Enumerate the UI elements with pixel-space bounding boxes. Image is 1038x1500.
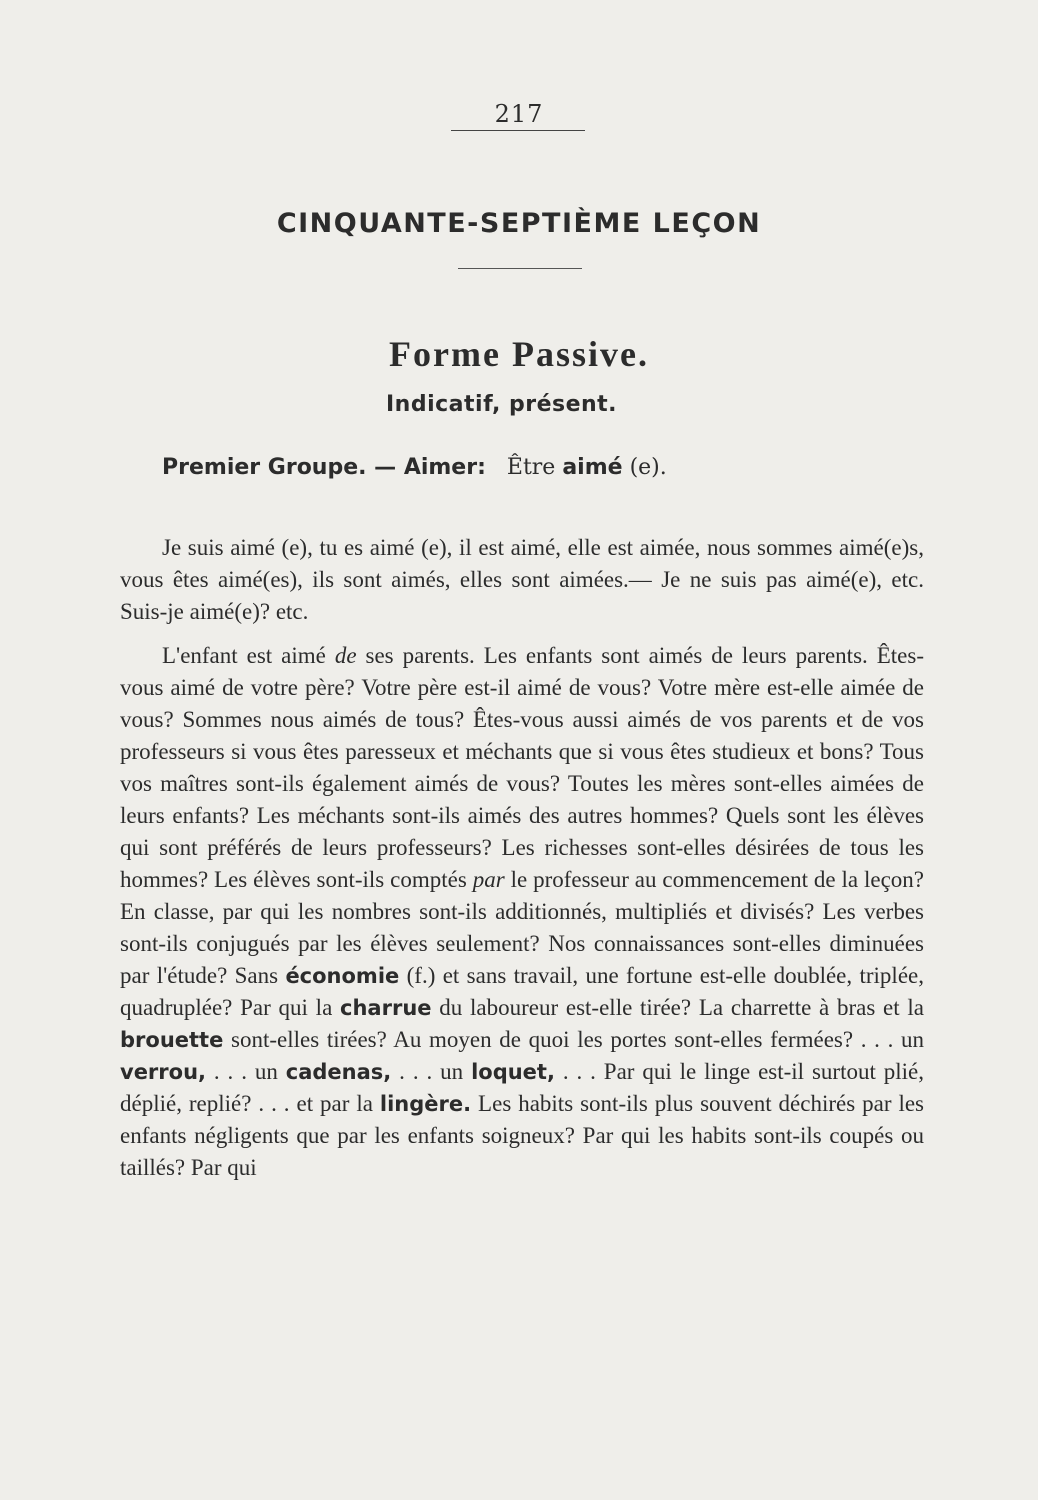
page-number: 217 [494, 100, 544, 128]
group-label: Premier Groupe. — Aimer: [162, 455, 486, 480]
exercise-paragraph: L'enfant est aimé de ses parents. Les enfants sont aimés de leurs parents. Êtes-vous aimé de votre père? Votre père est-il aimé de vous? Votre mère est-elle aimée de vous? Sommes nous aimés de tous? Êtes-vous aussi aimés de vos parents et de vos professeurs si vous êtes paresseux et méchants que si vous êtes studieux et bons? Tous vos maîtres sont-ils également aimés de vous? Toutes les mères sont-elles aimées de leurs enfants? Les méchants sont-ils aimés des autres hommes? Quels sont les élèves qui sont préférés de leurs professeurs? Les richesses sont-elles désirées de tous les hommes? Les élèves sont-ils comptés par le professeur au commencement de la leçon? En classe, par qui les nombres sont-ils additionnés, multipliés et divisés? Les verbes sont-ils conjugués par les élèves seulement? Nos connaissances sont-elles diminuées par l'étude? Sans économie (f.) et sans travail, une fortune est-elle doublée, triplée, quadruplée? Par qui la charrue du laboureur est-elle tirée? La charrette à bras et la brouette sont-elles tirées? Au moyen de quoi les portes sont-elles fermées? . . . un verrou, . . . un cadenas, . . . un loquet, . . . Par qui le linge est-il surtout plié, déplié, replié? . . . et par la lingère. Les habits sont-ils plus souvent déchirés par les enfants négligents que par les enfants soigneux? Par qui les habits sont-ils coupés ou taillés? Par qui [120, 643, 925, 1180]
group-form: Être aimé (e). [506, 455, 667, 480]
page-number-rule [451, 130, 585, 131]
group-heading [162, 455, 667, 480]
lesson-title-rule [458, 268, 582, 269]
lesson-title: CINQUANTE-SEPTIÈME LEÇON [276, 208, 762, 239]
subsection-title: Indicatif, présent. [386, 392, 618, 417]
section-title: Forme Passive. [389, 334, 649, 374]
conjugation-paragraph: Je suis aimé (e), tu es aimé (e), il est aimé, elle est aimée, nous sommes aimé(e)s, vous êtes aimé(es), ils sont aimés, elles sont aimées.— Je ne suis pas aimé(e), etc. Suis-je aimé(e)? etc. [120, 535, 924, 624]
